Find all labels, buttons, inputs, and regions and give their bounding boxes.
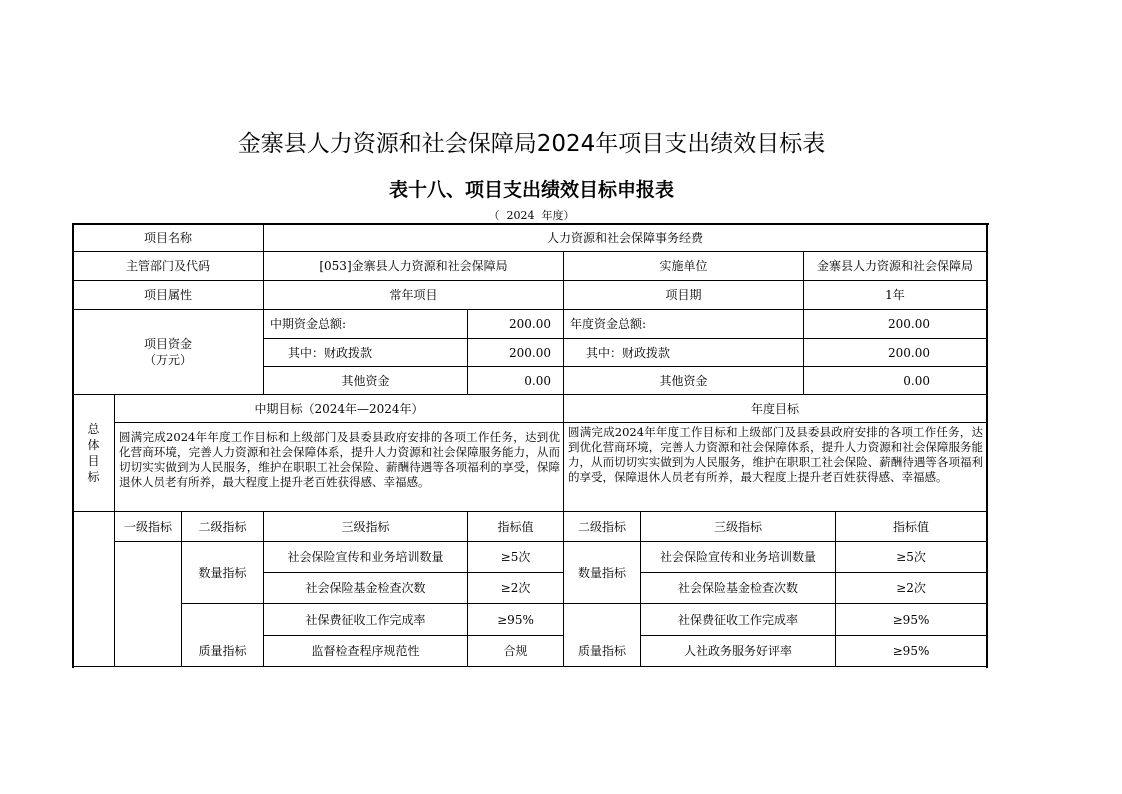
- period-label: 项目期: [563, 280, 804, 310]
- period-value: 1年: [803, 280, 987, 310]
- page-title: 金寨县人力资源和社会保障局2024年项目支出绩效目标表: [237, 131, 826, 157]
- table-row-value: ≥2次: [835, 572, 987, 604]
- quality-label-right: 质量指标: [563, 603, 641, 667]
- table-row-value: ≥5次: [835, 541, 987, 573]
- quantity-label-right: 数量指标: [563, 541, 641, 604]
- table-row-value: ≥5次: [467, 541, 564, 573]
- table-left-border: [72, 223, 74, 668]
- attr-value: 常年项目: [263, 280, 564, 310]
- quantity-label-left: 数量指标: [181, 541, 264, 604]
- year-other-label: 其他资金: [563, 366, 804, 395]
- dept-value: [053]金寨县人力资源和社会保障局: [263, 251, 564, 281]
- table-row-value: 合规: [467, 635, 564, 667]
- impl-value: 金寨县人力资源和社会保障局: [803, 251, 987, 281]
- year-other-value: 0.00: [803, 366, 987, 395]
- impl-label: 实施单位: [563, 251, 804, 281]
- table-row-value: ≥95%: [835, 635, 987, 667]
- table-row-name: 社会保险基金检查次数: [263, 572, 468, 604]
- table-row-value: ≥2次: [467, 572, 564, 604]
- mid-other-label: 其他资金: [263, 366, 468, 395]
- table-row-value: ≥95%: [467, 603, 564, 636]
- mid-fiscal-label: 其中：财政拨款: [263, 338, 468, 367]
- header-level3-left: 三级指标: [263, 511, 468, 542]
- goals-label-char: 标: [87, 470, 100, 484]
- header-level2-right: 二级指标: [563, 511, 641, 542]
- year-goal-header: 年度目标: [563, 394, 987, 423]
- funds-label-line2: （万元）: [143, 353, 192, 367]
- header-level3-right: 三级指标: [640, 511, 836, 542]
- table-row-name: 社会保险宣传和业务培训数量: [263, 541, 468, 573]
- project-name-label: 项目名称: [72, 223, 264, 252]
- goals-label: [72, 394, 115, 512]
- table-row-name: 社保费征收工作完成率: [263, 603, 468, 636]
- table-row-name: 监督检查程序规范性: [263, 635, 468, 667]
- table-top-border: [72, 223, 989, 225]
- goals-label-char: 体: [87, 438, 100, 452]
- mid-total-value: 200.00: [467, 309, 564, 339]
- level1-cell: [114, 541, 182, 667]
- mid-other-value: 0.00: [467, 366, 564, 395]
- table-subtitle: 表十八、项目支出绩效目标申报表: [388, 179, 674, 201]
- indicator-side-cell: [72, 511, 115, 667]
- year-line: （ 2024 年度）: [488, 209, 575, 222]
- header-level1: 一级指标: [114, 511, 182, 542]
- table-row-name: 社会保险基金检查次数: [640, 572, 836, 604]
- table-row-name: 社保费征收工作完成率: [640, 603, 836, 636]
- goals-label-char: 总: [87, 422, 100, 436]
- funds-label-line1: 项目资金: [143, 337, 192, 351]
- mid-goal-header: 中期目标（2024年—2024年）: [114, 394, 564, 423]
- dept-label: 主管部门及代码: [72, 251, 264, 281]
- year-goal-text: 圆满完成2024年年度工作目标和上级部门及县委县政府安排的各项工作任务，达到优化营商环境，完善人力资源和社会保障体系，提升人力资源和社会保障服务能力，从而切切实实做到为人民服务，维护在职职工社会保险、薪酬待遇等各项福利的享受，保障退休人员老有所养，最大程度上提升老百姓获得感、幸福感。: [563, 422, 987, 512]
- year-total-label: 年度资金总额:: [563, 309, 804, 339]
- year-fiscal-label: 其中：财政拨款: [563, 338, 804, 367]
- goals-label-char: 目: [87, 454, 100, 468]
- quality-label-left: 质量指标: [181, 603, 264, 667]
- mid-total-label: 中期资金总额:: [263, 309, 468, 339]
- year-fiscal-value: 200.00: [803, 338, 987, 367]
- table-row-value: ≥95%: [835, 603, 987, 636]
- header-level2-left: 二级指标: [181, 511, 264, 542]
- attr-label: 项目属性: [72, 280, 264, 310]
- table-right-border: [986, 223, 988, 668]
- year-total-value: 200.00: [803, 309, 987, 339]
- table-row-name: 人社政务服务好评率: [640, 635, 836, 667]
- header-value-right: 指标值: [835, 511, 987, 542]
- table-row-name: 社会保险宣传和业务培训数量: [640, 541, 836, 573]
- funds-label: [72, 309, 264, 395]
- header-value-left: 指标值: [467, 511, 564, 542]
- mid-fiscal-value: 200.00: [467, 338, 564, 367]
- mid-goal-text: 圆满完成2024年年度工作目标和上级部门及县委县政府安排的各项工作任务，达到优化营商环境，完善人力资源和社会保障体系，提升人力资源和社会保障服务能力，从而切切实实做到为人民服务，维护在职职工社会保险、薪酬待遇等各项福利的享受，保障退休人员老有所养，最大程度上提升老百姓获得感、幸福感。: [114, 422, 564, 512]
- project-name-value: 人力资源和社会保障事务经费: [263, 223, 987, 252]
